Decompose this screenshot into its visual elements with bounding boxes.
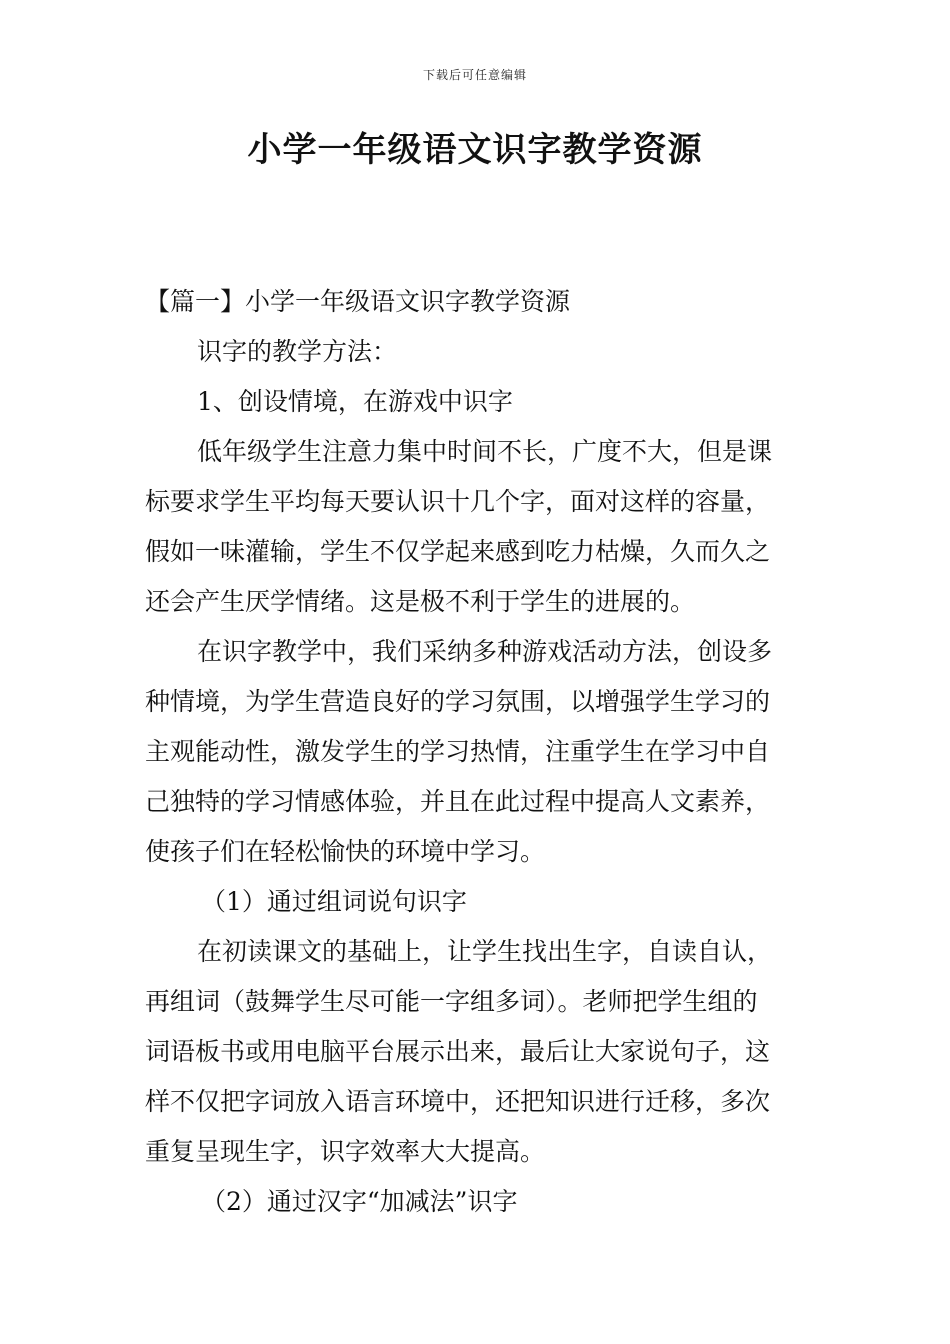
section-heading: 【篇一】小学一年级语文识字教学资源 — [145, 287, 571, 316]
paragraph-line: 标要求学生平均每天要认识十几个字，面对这样的容量， — [145, 487, 771, 516]
paragraph-line: 在识字教学中，我们采纳多种游戏活动方法，创设多 — [197, 637, 773, 666]
sub-heading-2: （2）通过汉字“加减法”识字 — [201, 1187, 518, 1216]
paragraph-line: 低年级学生注意力集中时间不长，广度不大，但是课 — [197, 437, 773, 466]
paragraph-line: 主观能动性，激发学生的学习热情，注重学生在学习中自 — [145, 737, 771, 766]
paragraph-1 — [145, 427, 810, 627]
paragraph-line: 词语板书或用电脑平台展示出来，最后让大家说句子，这 — [145, 1037, 771, 1066]
paragraph-line: 使孩子们在轻松愉快的环境中学习。 — [145, 837, 546, 866]
method-label: 识字的教学方法： — [197, 337, 398, 366]
paragraph-line: 再组词（鼓舞学生尽可能一字组多词）。老师把学生组的 — [145, 987, 758, 1016]
paragraph-line: 在初读课文的基础上，让学生找出生字，自读自认， — [197, 937, 773, 966]
item-heading-1: 1、创设情境，在游戏中识字 — [197, 387, 513, 416]
document-title: 小学一年级语文识字教学资源 — [247, 130, 703, 170]
paragraph-line: 己独特的学习情感体验，并且在此过程中提高人文素养， — [145, 787, 771, 816]
paragraph-line: 种情境，为学生营造良好的学习氛围，以增强学生学习的 — [145, 687, 771, 716]
sub-heading-1: （1）通过组词说句识字 — [201, 887, 467, 916]
paragraph-line: 假如一味灌输，学生不仅学起来感到吃力枯燥，久而久之 — [145, 537, 771, 566]
document-body — [145, 277, 810, 1227]
header-note: 下载后可任意编辑 — [422, 68, 527, 82]
paragraph-3 — [145, 927, 810, 1177]
paragraph-line: 重复呈现生字，识字效率大大提高。 — [145, 1137, 546, 1166]
paragraph-line: 样不仅把字词放入语言环境中，还把知识进行迁移，多次 — [145, 1087, 771, 1116]
paragraph-2 — [145, 627, 810, 877]
paragraph-line: 还会产生厌学情绪。这是极不利于学生的进展的。 — [145, 587, 696, 616]
